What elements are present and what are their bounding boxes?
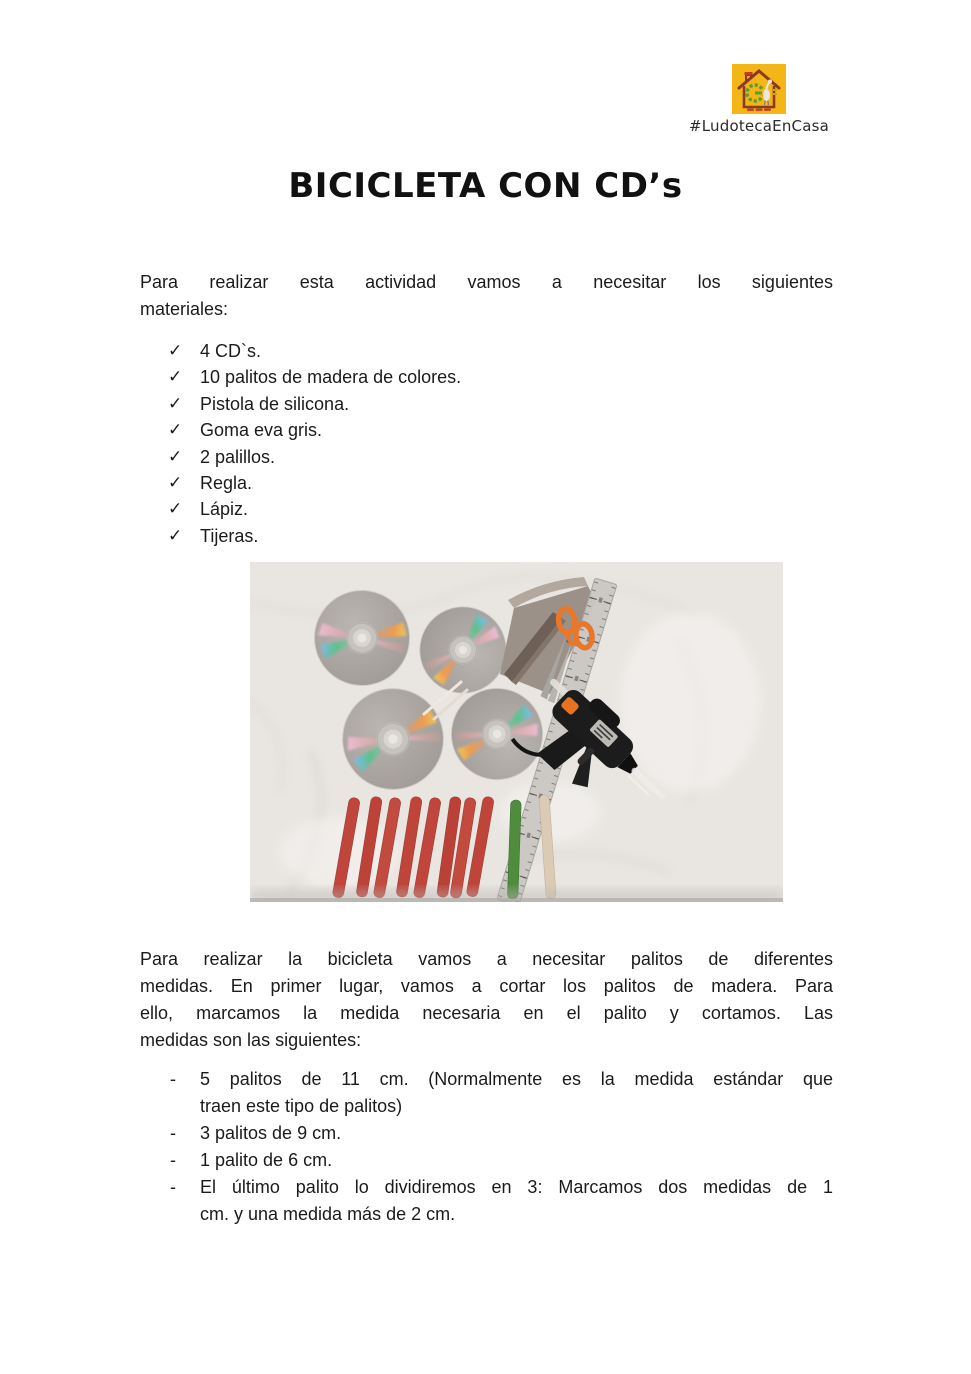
intro-line: Para realizar esta actividad vamos a necesitar los siguientes [140, 272, 833, 292]
check-icon: ✓ [168, 420, 183, 440]
material-label: 2 palillos. [200, 446, 276, 467]
dash-icon: - [170, 1123, 176, 1143]
measure-line: 1 palito de 6 cm. [200, 1150, 333, 1170]
materials-photo [250, 562, 783, 902]
check-icon: ✓ [168, 499, 183, 519]
check-icon: ✓ [168, 446, 183, 466]
check-icon: ✓ [168, 473, 183, 493]
body-line: medidas. En primer lugar, vamos a cortar los palitos de madera. Para [140, 976, 833, 996]
list-item [168, 338, 461, 364]
measure-line: cm. y una medida más de 2 cm. [200, 1204, 456, 1224]
list-item [168, 1066, 833, 1120]
material-label: Lápiz. [200, 499, 249, 520]
check-icon: ✓ [168, 525, 183, 545]
material-label: 4 CD`s. [200, 341, 262, 361]
dash-icon: - [170, 1069, 176, 1089]
measure-line: 5 palitos de 11 cm. (Normalmente es la medida estándar que [200, 1069, 833, 1089]
dash-icon: - [170, 1150, 176, 1170]
list-item [168, 391, 461, 417]
list-item [168, 496, 461, 522]
list-item [168, 1120, 833, 1147]
measures-list [168, 1066, 833, 1228]
material-label: 10 palitos de madera de colores. [200, 367, 462, 388]
material-label: Regla. [200, 473, 253, 494]
list-item [168, 444, 461, 470]
measure-line: 3 palitos de 9 cm. [200, 1123, 342, 1143]
brand [684, 64, 834, 135]
body-line: Para realizar la bicicleta vamos a necesitar palitos de diferentes [140, 949, 833, 969]
material-label: Pistola de silicona. [200, 393, 350, 414]
list-item [168, 364, 461, 390]
page-title: BICICLETA CON CD’s [288, 166, 683, 206]
body-paragraph [140, 946, 833, 1054]
material-label: Goma eva gris. [200, 420, 323, 441]
measure-line: El último palito lo dividiremos en 3: Marcamos dos medidas de 1 [200, 1177, 833, 1197]
list-item [168, 470, 461, 496]
intro-paragraph [140, 269, 833, 323]
intro-line: materiales: [140, 299, 229, 319]
list-item [168, 417, 461, 443]
hashtag-label: #LudotecaEnCasa [688, 117, 830, 135]
dash-icon: - [170, 1177, 176, 1197]
check-icon: ✓ [168, 393, 183, 413]
body-line: ello, marcamos la medida necesaria en el palito y cortamos. Las [140, 1003, 833, 1023]
measure-line: traen este tipo de palitos) [200, 1096, 403, 1116]
list-item [168, 1147, 833, 1174]
ludoteca-house-logo-icon [732, 64, 786, 114]
list-item [168, 1174, 833, 1228]
materials-list [168, 338, 461, 549]
check-icon: ✓ [168, 367, 183, 387]
material-label: Tijeras. [200, 525, 259, 546]
body-line: medidas son las siguientes: [140, 1030, 362, 1050]
check-icon: ✓ [168, 341, 183, 360]
list-item [168, 523, 461, 549]
